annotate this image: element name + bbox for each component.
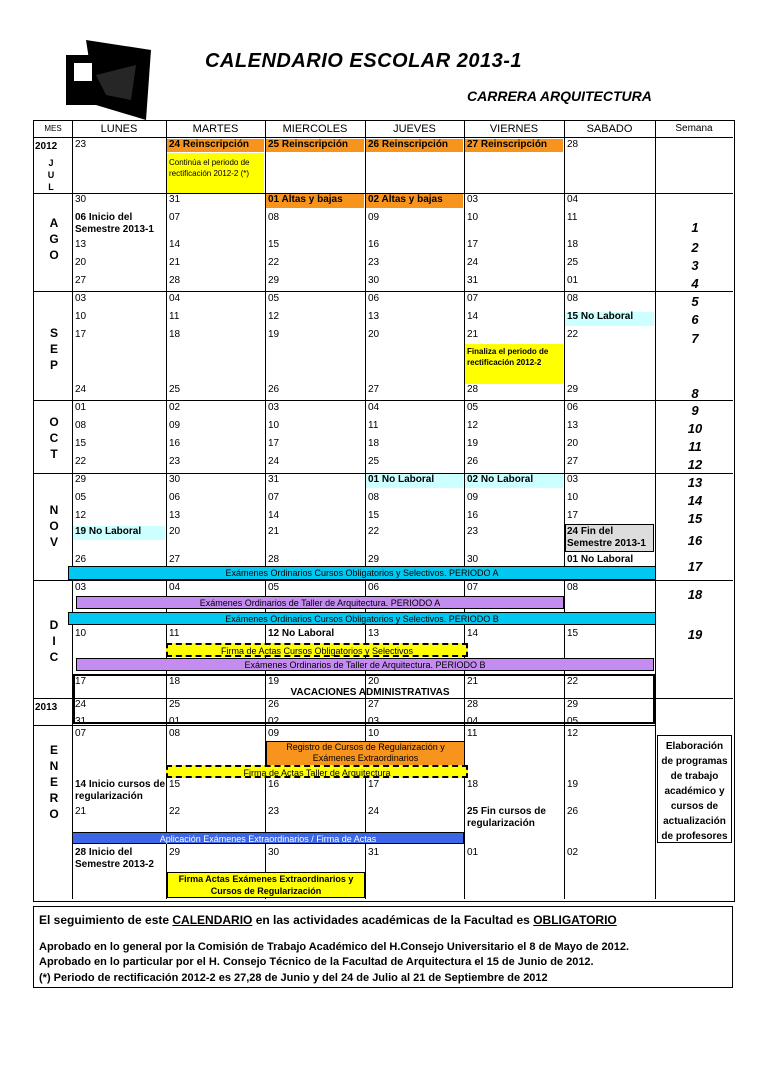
day-cell: 23: [75, 139, 87, 150]
day-cell: 11: [169, 628, 180, 639]
day-cell: 01 No Laboral: [567, 554, 634, 565]
vacaciones-label: VACACIONES ADMINISTRATIVAS: [290, 687, 450, 698]
day-cell: 12: [268, 311, 280, 322]
day-cell: 01: [467, 847, 479, 858]
day-cell: 14: [268, 510, 280, 521]
bar-firma-taller: Firma de Actas Taller de Arquitectura: [166, 765, 468, 778]
day-cell: 06: [169, 492, 181, 503]
day-cell: 20: [75, 257, 87, 268]
page-title: CALENDARIO ESCOLAR 2013-1: [205, 50, 523, 72]
day-cell: 03: [467, 194, 479, 205]
day-cell: 29: [368, 554, 380, 565]
day-cell: 01 No Laboral: [368, 474, 435, 485]
day-cell: 01: [567, 275, 579, 286]
day-cell: 02: [567, 847, 579, 858]
month-ene: E N E R O: [49, 743, 59, 821]
header-sabado: SABADO: [564, 121, 655, 138]
day-cell: 24: [467, 257, 479, 268]
week-number: 5: [691, 294, 699, 309]
week-number: 15: [687, 511, 703, 526]
month-sep: S E P: [49, 326, 58, 372]
week-number: 6: [691, 312, 699, 327]
day-cell: 19: [268, 329, 280, 340]
day-cell: 13: [75, 239, 87, 250]
day-cell: 25: [567, 257, 579, 268]
header-mes: MES: [34, 121, 72, 138]
day-cell: 09: [467, 492, 479, 503]
week-number: 4: [691, 276, 699, 291]
day-cell: 26: [268, 384, 280, 395]
day-cell: 11: [467, 728, 478, 739]
footer-box: [33, 906, 733, 988]
day-cell: 29: [567, 699, 579, 710]
day-cell: 16: [169, 438, 181, 449]
day-cell: 27 Reinscripción: [467, 139, 548, 150]
day-cell: 11: [169, 311, 180, 322]
day-cell: 10: [467, 212, 479, 223]
week-number: 1: [691, 220, 699, 235]
day-cell: 20: [368, 676, 380, 687]
day-cell: 15: [75, 438, 87, 449]
footer-obligatorio: El seguimiento de este CALENDARIO en las actividades académicas de la Facultad es OBLIGATORIO: [39, 913, 617, 927]
day-cell: 25: [169, 699, 181, 710]
day-cell: 27: [75, 275, 87, 286]
day-cell: 29: [75, 474, 87, 485]
day-cell: 24 Reinscripción: [169, 139, 250, 150]
day-cell: 13: [368, 628, 380, 639]
week-number: 3: [691, 258, 699, 273]
day-cell: 07: [467, 293, 479, 304]
day-cell: 24: [368, 806, 380, 817]
day-cell: 08: [567, 293, 579, 304]
day-cell: 13: [169, 510, 181, 521]
day-cell: 16: [467, 510, 479, 521]
day-cell: 05: [268, 293, 280, 304]
day-cell: 22: [368, 526, 380, 537]
day-cell: 18: [169, 676, 181, 687]
week-number: 2: [691, 240, 699, 255]
week-number: 18: [687, 587, 703, 602]
day-cell: 26 Reinscripción: [368, 139, 449, 150]
day-cell: 18: [467, 779, 479, 790]
bar-firma-actas-extraordinarios: Firma Actas Exámenes Extraordinarios y Cursos de Regularización: [167, 872, 365, 898]
day-cell: 19: [268, 676, 280, 687]
day-cell: 03: [567, 474, 579, 485]
day-cell: 05: [567, 716, 579, 727]
day-cell: 21: [75, 806, 87, 817]
header-lunes: LUNES: [72, 121, 166, 138]
note-rectificacion-continua: Continúa el periodo de rectificación 2012-2 (*): [169, 158, 250, 178]
day-cell: 22: [567, 676, 579, 687]
footer-aprobado-particular: Aprobado en lo particular por el H. Consejo Técnico de la Facultad de Arquitectura el 15 de Junio de 2012.: [39, 956, 594, 968]
day-cell: 18: [567, 239, 579, 250]
day-cell: 28: [169, 275, 181, 286]
month-nov: N O V: [49, 503, 59, 549]
day-cell: 30: [169, 474, 181, 485]
day-cell: 25 Fin cursos de regularización: [467, 806, 546, 829]
day-cell: 19 No Laboral: [75, 526, 142, 537]
bar-registro-cursos: Registro de Cursos de Regularización y Exámenes Extraordinarios: [266, 741, 465, 766]
day-cell: 16: [368, 239, 380, 250]
header-jueves: JUEVES: [365, 121, 464, 138]
day-cell: 15: [567, 628, 579, 639]
day-cell: 18: [169, 329, 181, 340]
day-cell: 01: [169, 716, 181, 727]
day-cell: 28: [467, 384, 479, 395]
day-cell: 25: [169, 384, 181, 395]
day-cell: 06 Inicio del Semestre 2013-1: [75, 212, 154, 235]
page-subtitle: CARRERA ARQUITECTURA: [467, 88, 652, 104]
month-jul: J U L: [47, 158, 55, 192]
day-cell: 10: [268, 420, 280, 431]
faculty-logo: [66, 35, 156, 125]
day-cell: 12: [467, 420, 479, 431]
day-cell: 15: [268, 239, 280, 250]
bar-examenes-taller-b: Exámenes Ordinarios de Taller de Arquitectura. PERIODO B: [76, 658, 654, 671]
day-cell: 30: [368, 275, 380, 286]
day-cell: 08: [75, 420, 87, 431]
week-number: 12: [687, 457, 703, 472]
day-cell: 22: [169, 806, 181, 817]
day-cell: 07: [169, 212, 181, 223]
week-number: 8: [691, 386, 699, 401]
week-number: 13: [687, 475, 703, 490]
day-cell: 03: [268, 402, 280, 413]
day-cell: 28: [268, 554, 280, 565]
bar-examenes-ordinarios-a: Exámenes Ordinarios Cursos Obligatorios y Selectivos. PERIODO A: [68, 566, 656, 580]
day-cell: 17: [75, 676, 87, 687]
day-cell: 15: [368, 510, 380, 521]
day-cell: 10: [567, 492, 579, 503]
day-cell: 23: [169, 456, 181, 467]
day-cell: 22: [567, 329, 579, 340]
year-2012: 2012: [35, 141, 58, 152]
week-number: 11: [688, 439, 702, 454]
day-cell: 31: [75, 716, 87, 727]
day-cell: 05: [268, 582, 280, 593]
day-cell: 27: [567, 456, 579, 467]
day-cell: 26: [567, 806, 579, 817]
day-cell: 21: [268, 526, 280, 537]
day-cell: 03: [75, 582, 87, 593]
day-cell: 17: [567, 510, 579, 521]
day-cell: 02 No Laboral: [467, 474, 534, 485]
header-miercoles: MIERCOLES: [265, 121, 365, 138]
day-cell: 21: [467, 329, 479, 340]
day-cell: 13: [368, 311, 380, 322]
footer-rectificacion: (*) Periodo de rectificación 2012-2 es 27,28 de Junio y del 24 de Julio al 21 de Septiembre de 2012: [39, 972, 548, 984]
header-semana: Semana: [655, 121, 733, 138]
day-cell: 29: [268, 275, 280, 286]
day-cell: 16: [268, 779, 280, 790]
day-cell: 27: [368, 699, 380, 710]
day-cell: 11: [368, 420, 379, 431]
day-cell: 17: [467, 239, 479, 250]
footer-aprobado-general: Aprobado en lo general por la Comisión de Trabajo Académico del H.Consejo Universitario el 8 de Mayo de 2012.: [39, 941, 630, 953]
day-cell: 31: [368, 847, 380, 858]
day-cell: 17: [268, 438, 280, 449]
day-cell: 15 No Laboral: [567, 311, 634, 322]
day-cell: 31: [169, 194, 181, 205]
day-cell: 24: [75, 384, 87, 395]
day-cell: 14: [467, 311, 479, 322]
day-cell: 05: [467, 402, 479, 413]
week-number: 9: [691, 403, 699, 418]
note-elaboracion-programas: Elaboración de programas de trabajo académico y cursos de actualización de profesores: [657, 735, 732, 843]
day-cell: 30: [467, 554, 479, 565]
day-cell: 12: [567, 728, 579, 739]
day-cell: 31: [467, 275, 479, 286]
week-number: 14: [687, 493, 703, 508]
day-cell: 24: [75, 699, 87, 710]
day-cell: 19: [467, 438, 479, 449]
day-cell: 26: [467, 456, 479, 467]
day-cell: 22: [268, 257, 280, 268]
day-cell: 01: [75, 402, 87, 413]
day-cell: 21: [169, 257, 181, 268]
day-cell: 10: [368, 728, 380, 739]
day-cell: 09: [268, 728, 280, 739]
day-cell: 20: [169, 526, 181, 537]
day-cell: 08: [368, 492, 380, 503]
day-cell: 23: [368, 257, 380, 268]
day-cell: 28: [467, 699, 479, 710]
day-cell: 26: [75, 554, 87, 565]
bar-firma-actas: Firma de Actas Cursos Obligatorios y Selectivos: [166, 643, 468, 657]
day-cell: 31: [268, 474, 280, 485]
week-number: 10: [687, 421, 703, 436]
bar-examenes-ordinarios-b: Exámenes Ordinarios Cursos Obligatorios y Selectivos. PERIODO B: [68, 612, 656, 625]
day-cell: 02: [268, 716, 280, 727]
day-cell: 21: [467, 676, 479, 687]
day-cell: 18: [368, 438, 380, 449]
day-cell: 04: [467, 716, 479, 727]
day-cell: 07: [467, 582, 479, 593]
day-cell: 23: [268, 806, 280, 817]
day-cell: 29: [169, 847, 181, 858]
month-oct: O C T: [49, 415, 59, 461]
header-viernes: VIERNES: [464, 121, 564, 138]
day-cell: 14: [467, 628, 479, 639]
day-cell: 25 Reinscripción: [268, 139, 349, 150]
day-cell: 04: [169, 582, 181, 593]
day-cell: 02: [169, 402, 181, 413]
day-cell: 10: [75, 628, 87, 639]
day-cell: 14: [169, 239, 181, 250]
day-cell: 30: [75, 194, 87, 205]
month-ago: A G O: [49, 216, 59, 262]
day-cell: 07: [75, 728, 87, 739]
day-cell: 08: [567, 582, 579, 593]
day-cell: 05: [75, 492, 87, 503]
bar-examenes-taller-a: Exámenes Ordinarios de Taller de Arquitectura. PERIODO A: [76, 596, 564, 609]
day-cell: 29: [567, 384, 579, 395]
day-cell: 28: [567, 139, 579, 150]
day-cell: 08: [169, 728, 181, 739]
day-cell: 22: [75, 456, 87, 467]
day-cell: 17: [75, 329, 87, 340]
day-cell: 14 Inicio cursos de regularización: [75, 779, 166, 802]
week-number: 19: [687, 627, 703, 642]
day-cell: 04: [368, 402, 380, 413]
day-cell: 06: [368, 582, 380, 593]
week-number: 16: [687, 533, 703, 548]
month-dic: D I C: [49, 618, 59, 664]
day-cell: 30: [268, 847, 280, 858]
day-cell: 10: [75, 311, 87, 322]
week-number: 17: [687, 559, 703, 574]
day-cell: 20: [368, 329, 380, 340]
day-cell: 23: [467, 526, 479, 537]
vacaciones-frame: [73, 674, 655, 724]
day-cell: 24: [268, 456, 280, 467]
week-number: 7: [691, 331, 699, 346]
day-cell: 11: [567, 212, 578, 223]
day-cell: 07: [268, 492, 280, 503]
day-cell: 27: [368, 384, 380, 395]
day-cell: 09: [169, 420, 181, 431]
day-cell: 03: [75, 293, 87, 304]
day-cell: 04: [567, 194, 579, 205]
day-cell: 09: [368, 212, 380, 223]
year-2013: 2013: [35, 702, 58, 713]
day-cell: 15: [169, 779, 181, 790]
day-cell: 24 Fin del Semestre 2013-1: [567, 526, 646, 549]
day-cell: 06: [368, 293, 380, 304]
day-cell: 17: [368, 779, 380, 790]
day-cell: 03: [368, 716, 380, 727]
day-cell: 28 Inicio del Semestre 2013-2: [75, 847, 154, 870]
day-cell: 08: [268, 212, 280, 223]
note-rectificacion-finaliza: Finaliza el periodo de rectificación 2012-2: [467, 347, 549, 367]
day-cell: 19: [567, 779, 579, 790]
day-cell: 12 No Laboral: [268, 628, 335, 639]
day-cell: 12: [75, 510, 87, 521]
day-cell: 13: [567, 420, 579, 431]
day-cell: 25: [368, 456, 380, 467]
day-cell: 27: [169, 554, 181, 565]
day-cell: 06: [567, 402, 579, 413]
day-cell: 01 Altas y bajas: [268, 194, 343, 205]
day-cell: 20: [567, 438, 579, 449]
day-cell: 02 Altas y bajas: [368, 194, 443, 205]
bar-aplicacion-extraordinarios: Aplicación Exámenes Extraordinarios / Firma de Actas: [72, 832, 464, 844]
header-martes: MARTES: [166, 121, 265, 138]
day-cell: 04: [169, 293, 181, 304]
day-cell: 26: [268, 699, 280, 710]
